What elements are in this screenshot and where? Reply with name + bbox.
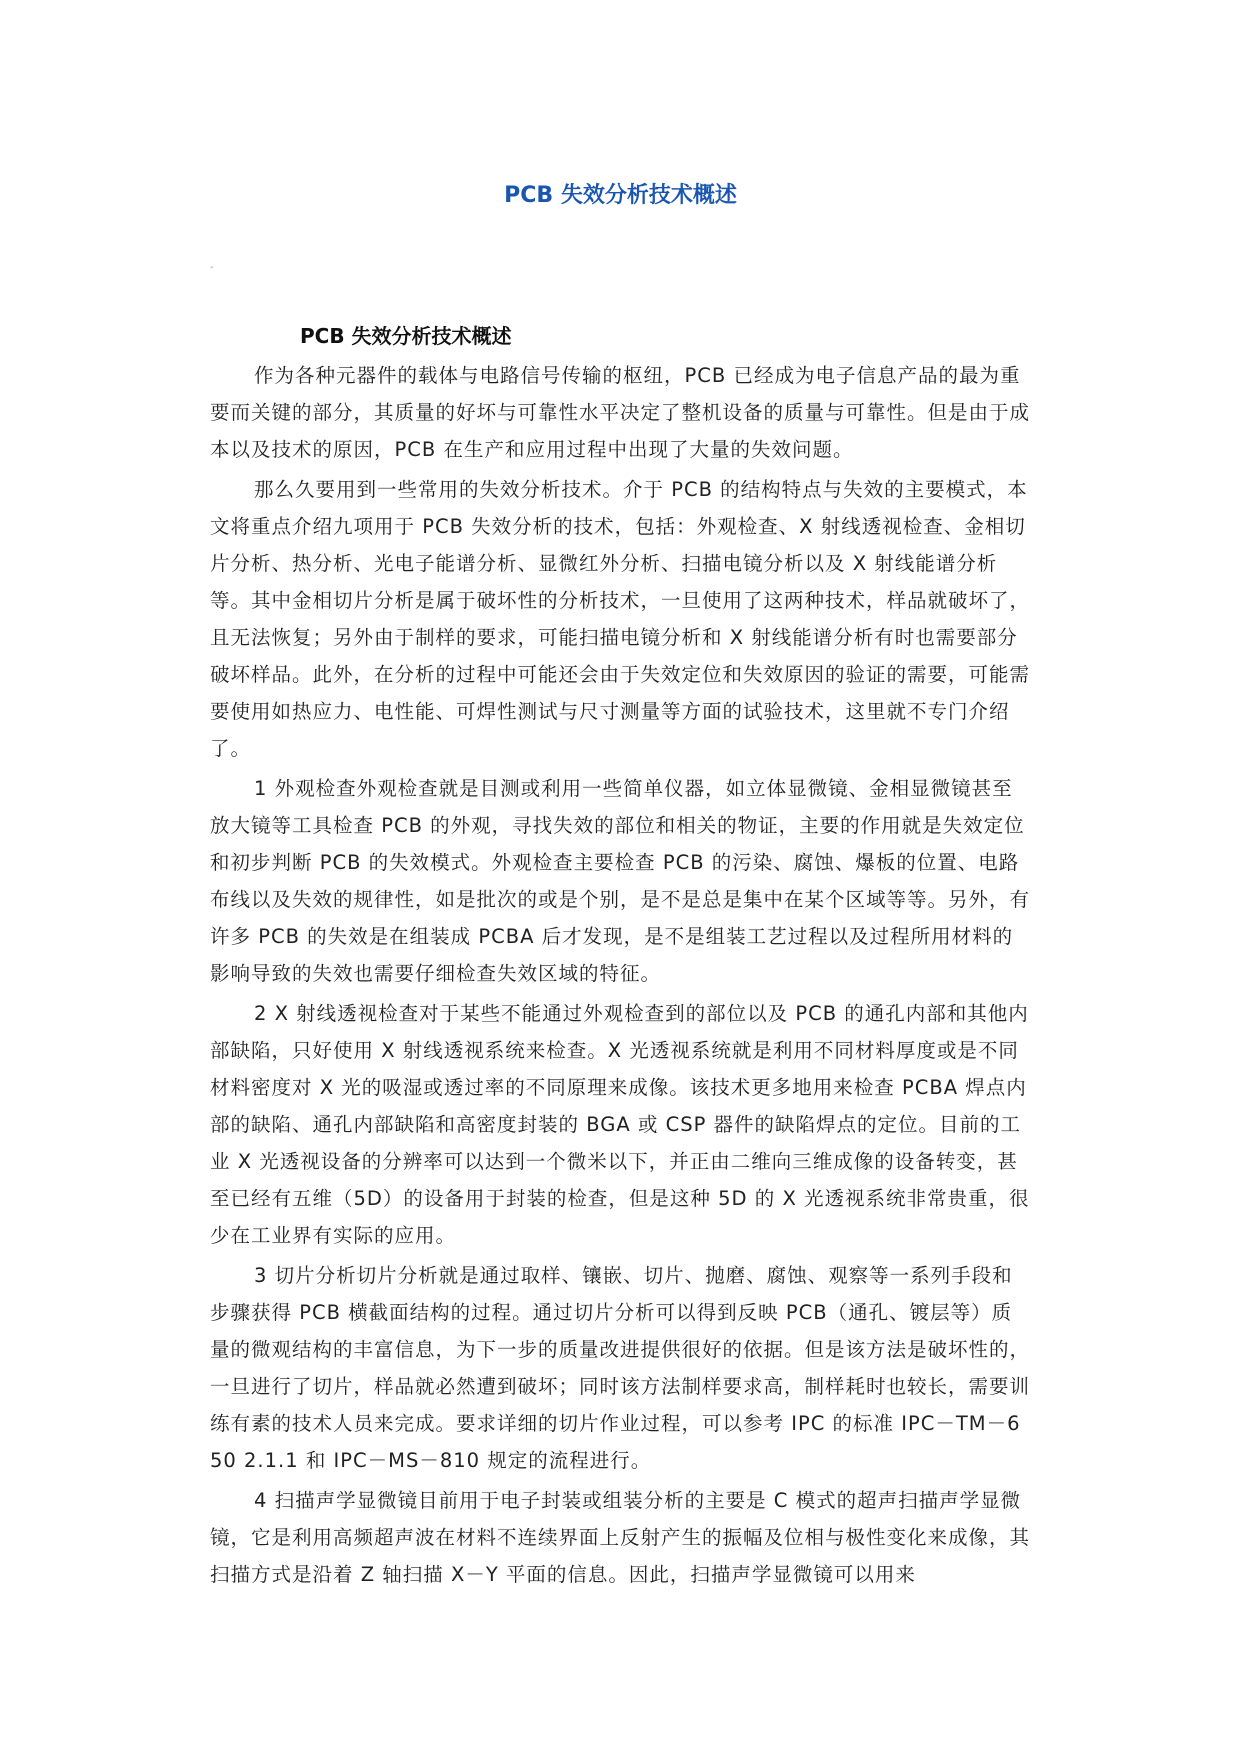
document-title: PCB 失效分析技术概述 xyxy=(504,183,737,208)
paragraph-visual-inspection: 1 外观检查外观检查就是目测或利用一些简单仪器，如立体显微镜、金相显微镜甚至放大镜等工具检查 PCB 的外观，寻找失效的部位和相关的物证，主要的作用就是失效定位和初步判断 PCB 的失效模式。外观检查主要检查 PCB 的污染、腐蚀、爆板的位置、电路布线以及失效的规律性，如是批次的或是个别，是不是总是集中在某个区域等等。另外，有许多 PCB 的失效是在组装成 PCBA 后才发现，是不是组装工艺过程以及过程所用材料的影响导致的失效也需要仔细检查失效区域的特征。 xyxy=(210,777,1031,985)
body-text xyxy=(210,357,1032,1596)
paragraph-intro: 作为各种元器件的载体与电路信号传输的枢纽，PCB 已经成为电子信息产品的最为重要而关键的部分，其质量的好坏与可靠性水平决定了整机设备的质量与可靠性。但是由于成本以及技术的原因，PCB 在生产和应用过程中出现了大量的失效问题。 xyxy=(210,364,1031,461)
paragraph-xray: 2 X 射线透视检查对于某些不能通过外观检查到的部位以及 PCB 的通孔内部和其他内部缺陷，只好使用 X 射线透视系统来检查。X 光透视系统就是利用不同材料厚度或是不同材料密度对 X 光的吸湿或透过率的不同原理来成像。该技术更多地用来检查 PCBA 焊点内部的缺陷、通孔内部缺陷和高密度封装的 BGA 或 CSP 器件的缺陷焊点的定位。目前的工业 X 光透视设备的分辨率可以达到一个微米以下，并正由二维向三维成像的设备转变，甚至已经有五维（5D）的设备用于封装的检查，但是这种 5D 的 X 光透视系统非常贵重，很少在工业界有实际的应用。 xyxy=(210,1002,1030,1247)
paragraph-acoustic-microscope: 4 扫描声学显微镜目前用于电子封装或组装分析的主要是 C 模式的超声扫描声学显微镜，它是利用高频超声波在材料不连续界面上反射产生的振幅及位相与极性变化来成像，其扫描方式是沿着 Z 轴扫描 X－Y 平面的信息。因此，扫描声学显微镜可以用来 xyxy=(210,1489,1031,1586)
paragraph-overview: 那么久要用到一些常用的失效分析技术。介于 PCB 的结构特点与失效的主要模式，本文将重点介绍九项用于 PCB 失效分析的技术，包括：外观检查、X 射线透视检查、金相切片分析、热分析、光电子能谱分析、显微红外分析、扫描电镜分析以及 X 射线能谱分析等。其中金相切片分析是属于破坏性的分析技术，一旦使用了这两种技术，样品就破坏了，且无法恢复；另外由于制样的要求，可能扫描电镜分析和 X 射线能谱分析有时也需要部分破坏样品。此外，在分析的过程中可能还会由于失效定位和失效原因的验证的需要，可能需要使用如热应力、电性能、可焊性测试与尺寸测量等方面的试验技术，这里就不专门介绍了。 xyxy=(210,478,1031,760)
paragraph-section-analysis: 3 切片分析切片分析就是通过取样、镶嵌、切片、抛磨、腐蚀、观察等一系列手段和步骤获得 PCB 横截面结构的过程。通过切片分析可以得到反映 PCB（通孔、镀层等）质量的微观结构的丰富信息，为下一步的质量改进提供很好的依据。但是该方法是破坏性的，一旦进行了切片，样品就必然遭到破坏；同时该方法制样要求高，制样耗时也较长，需要训练有素的技术人员来完成。要求详细的切片作业过程，可以参考 IPC 的标准 IPC－TM－650 2.1.1 和 IPC－MS－810 规定的流程进行。 xyxy=(210,1264,1031,1472)
bullet-mark: - xyxy=(210,262,214,273)
section-heading: PCB 失效分析技术概述 xyxy=(300,324,512,348)
